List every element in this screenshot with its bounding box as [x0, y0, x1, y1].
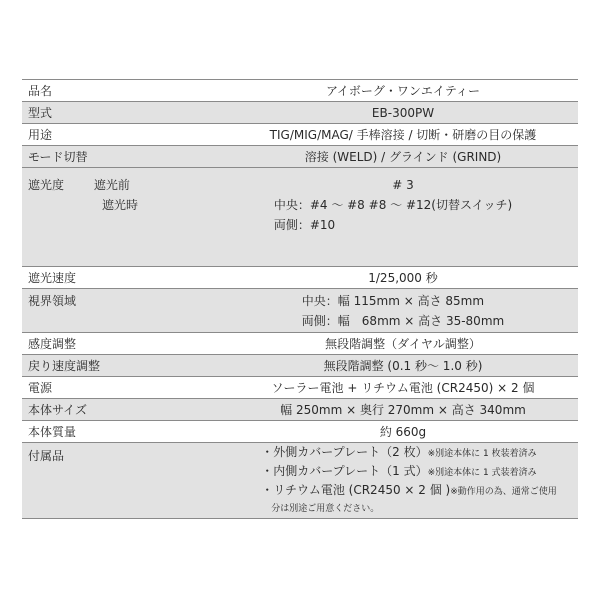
shade-during-block	[274, 195, 512, 235]
value-power: ソーラー電池 + リチウム電池 (CR2450) × 2 個	[228, 377, 578, 399]
label-shade: 遮光度	[28, 178, 65, 192]
label-accessories: 付属品	[22, 443, 228, 519]
row-usage	[22, 124, 578, 146]
value-shade-cell	[228, 168, 578, 267]
accessory-note: ※別途本体に 1 式装着済み	[427, 468, 537, 478]
value-sensitivity: 無段階調整（ダイヤル調整）	[228, 333, 578, 355]
label-usage: 用途	[22, 124, 228, 146]
row-mode-switch	[22, 146, 578, 168]
label-view-area: 視界領域	[22, 289, 228, 333]
value-shade-center: 中央：#4 ～ #8 #8 ～ #12(切替スイッチ)	[273, 198, 513, 212]
accessory-text: ・内側カバープレート（1 式）	[261, 464, 428, 478]
row-return-speed	[22, 355, 578, 377]
accessory-text: ・リチウム電池 (CR2450 × 2 個 )	[261, 483, 451, 497]
value-mode-switch: 溶接 (WELD) / グラインド (GRIND)	[228, 146, 578, 168]
label-model: 型式	[22, 102, 228, 124]
row-shade-speed	[22, 267, 578, 289]
row-accessories	[22, 443, 578, 519]
row-size	[22, 399, 578, 421]
row-product-name	[22, 80, 578, 102]
label-sensitivity: 感度調整	[22, 333, 228, 355]
accessory-item	[261, 444, 557, 463]
value-view-center: 中央：幅 115mm × 高さ 85mm	[301, 293, 485, 308]
view-area-block	[302, 291, 504, 331]
label-mode-switch: モード切替	[22, 146, 228, 168]
value-view-area-cell	[228, 289, 578, 333]
accessory-continuation: 分は別途ご用意ください。	[271, 504, 380, 514]
accessory-note: ※動作用の為、通常ご使用	[450, 487, 557, 497]
accessory-note: ※別途本体に 1 枚装着済み	[427, 449, 537, 459]
row-sensitivity	[22, 333, 578, 355]
value-view-sides: 両側：幅 68mm × 高さ 35-80mm	[301, 313, 505, 328]
row-shade	[22, 168, 578, 267]
value-shade-before: # 3	[392, 178, 414, 192]
value-usage: TIG/MIG/MAG/ 手棒溶接 / 切断・研磨の目の保護	[228, 124, 578, 146]
value-return-speed: 無段階調整 (0.1 秒～ 1.0 秒)	[228, 355, 578, 377]
spec-table	[22, 79, 578, 519]
accessory-item	[261, 482, 557, 501]
value-size: 幅 250mm × 奥行 270mm × 高さ 340mm	[228, 399, 578, 421]
label-shade-before: 遮光前	[93, 178, 130, 192]
value-shade-sides: 両側：#10	[273, 218, 336, 232]
accessory-text: ・外側カバープレート（2 枚）	[261, 445, 428, 459]
row-model	[22, 102, 578, 124]
label-weight: 本体質量	[22, 421, 228, 443]
label-shade-during: 遮光時	[102, 198, 139, 212]
accessories-list	[261, 444, 557, 517]
value-model: EB-300PW	[228, 102, 578, 124]
row-power	[22, 377, 578, 399]
label-shade-cell	[22, 168, 228, 267]
value-product-name: アイボーグ・ワンエイティー	[228, 80, 578, 102]
value-weight: 約 660g	[228, 421, 578, 443]
label-return-speed: 戻り速度調整	[22, 355, 228, 377]
label-power: 電源	[22, 377, 228, 399]
label-shade-speed: 遮光速度	[22, 267, 228, 289]
accessory-item	[261, 463, 557, 482]
label-product-name: 品名	[22, 80, 228, 102]
value-shade-speed: 1/25,000 秒	[228, 267, 578, 289]
value-accessories-cell	[228, 443, 578, 519]
label-size: 本体サイズ	[22, 399, 228, 421]
row-view-area	[22, 289, 578, 333]
row-weight	[22, 421, 578, 443]
